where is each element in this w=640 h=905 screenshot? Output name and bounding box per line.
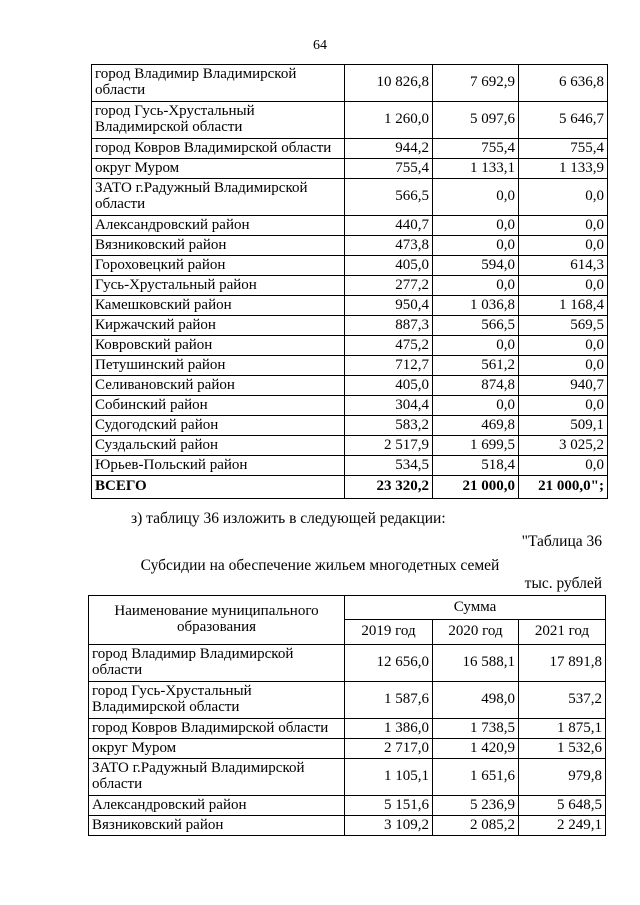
- value-2020-cell: 1 651,6: [433, 759, 519, 796]
- municipality-cell: Александровский район: [92, 216, 345, 236]
- value-2021-cell: 509,1: [519, 416, 608, 436]
- value-2020-cell: 5 236,9: [433, 796, 519, 816]
- municipality-cell: округ Муром: [89, 739, 345, 759]
- value-2019-cell: 1 105,1: [345, 759, 433, 796]
- total-2020: 21 000,0: [433, 476, 519, 499]
- table-row: [92, 456, 608, 476]
- value-2021-cell: 614,3: [519, 256, 608, 276]
- municipality-cell: Гороховецкий район: [92, 256, 345, 276]
- amendment-instruction: з) таблицу 36 изложить в следующей редакции:: [131, 510, 446, 527]
- value-2019-cell: 950,4: [345, 296, 433, 316]
- table-row: [92, 216, 608, 236]
- table-row: [92, 102, 608, 139]
- value-2021-cell: 537,2: [519, 682, 606, 719]
- total-2019: 23 320,2: [345, 476, 433, 499]
- table-row: [89, 796, 606, 816]
- total-2021: 21 000,0";: [519, 476, 608, 499]
- table-row: [89, 816, 606, 836]
- table-row: [92, 256, 608, 276]
- value-2019-cell: 887,3: [345, 316, 433, 336]
- value-2021-cell: 1 133,9: [519, 159, 608, 179]
- header-year-2019: 2019 год: [345, 620, 433, 645]
- header-year-2020: 2020 год: [433, 620, 519, 645]
- value-2020-cell: 0,0: [433, 216, 519, 236]
- value-2020-cell: 594,0: [433, 256, 519, 276]
- table-row: [89, 719, 606, 739]
- value-2020-cell: 1 036,8: [433, 296, 519, 316]
- value-2019-cell: 534,5: [345, 456, 433, 476]
- value-2020-cell: 1 738,5: [433, 719, 519, 739]
- value-2021-cell: 0,0: [519, 179, 608, 216]
- table-row: [92, 236, 608, 256]
- value-2021-cell: 1 875,1: [519, 719, 606, 739]
- table-title: Субсидии на обеспечение жильем многодетных семей: [140, 557, 500, 574]
- value-2019-cell: 5 151,6: [345, 796, 433, 816]
- value-2020-cell: 0,0: [433, 336, 519, 356]
- value-2019-cell: 473,8: [345, 236, 433, 256]
- table-row: [92, 356, 608, 376]
- table-row: [92, 336, 608, 356]
- header-sum: Сумма: [345, 596, 606, 620]
- table-row: [89, 682, 606, 719]
- value-2020-cell: 0,0: [433, 236, 519, 256]
- table-row: [89, 645, 606, 682]
- value-2021-cell: 0,0: [519, 356, 608, 376]
- value-2019-cell: 10 826,8: [345, 65, 433, 102]
- table-row: [92, 139, 608, 159]
- value-2020-cell: 566,5: [433, 316, 519, 336]
- value-2021-cell: 6 636,8: [519, 65, 608, 102]
- municipality-cell: город Владимир Владимирской области: [89, 645, 345, 682]
- value-2021-cell: 5 648,5: [519, 796, 606, 816]
- total-label: ВСЕГО: [92, 476, 345, 499]
- municipality-cell: Юрьев-Польский район: [92, 456, 345, 476]
- municipality-cell: Камешковский район: [92, 296, 345, 316]
- table-row: [92, 296, 608, 316]
- value-2020-cell: 561,2: [433, 356, 519, 376]
- value-2020-cell: 0,0: [433, 396, 519, 416]
- municipality-cell: Селивановский район: [92, 376, 345, 396]
- municipality-cell: округ Муром: [92, 159, 345, 179]
- value-2020-cell: 469,8: [433, 416, 519, 436]
- value-2019-cell: 1 587,6: [345, 682, 433, 719]
- table-row: [92, 276, 608, 296]
- municipality-cell: город Ковров Владимирской области: [89, 719, 345, 739]
- value-2021-cell: 2 249,1: [519, 816, 606, 836]
- value-2020-cell: 0,0: [433, 179, 519, 216]
- municipality-cell: ЗАТО г.Радужный Владимирской области: [89, 759, 345, 796]
- value-2021-cell: 17 891,8: [519, 645, 606, 682]
- municipality-cell: город Гусь-Хрустальный Владимирской области: [92, 102, 345, 139]
- value-2019-cell: 583,2: [345, 416, 433, 436]
- value-2021-cell: 1 532,6: [519, 739, 606, 759]
- units-label: тыс. рублей: [524, 575, 602, 592]
- value-2019-cell: 1 386,0: [345, 719, 433, 739]
- value-2021-cell: 755,4: [519, 139, 608, 159]
- table-row: [89, 759, 606, 796]
- table-row: [92, 179, 608, 216]
- value-2020-cell: 5 097,6: [433, 102, 519, 139]
- municipality-cell: Собинский район: [92, 396, 345, 416]
- value-2020-cell: 7 692,9: [433, 65, 519, 102]
- table-36-large-family-housing: [88, 595, 606, 836]
- table-row: [92, 159, 608, 179]
- value-2019-cell: 475,2: [345, 336, 433, 356]
- value-2019-cell: 566,5: [345, 179, 433, 216]
- table-row: [92, 65, 608, 102]
- value-2019-cell: 304,4: [345, 396, 433, 416]
- table-label: "Таблица 36: [521, 533, 602, 550]
- value-2020-cell: 874,8: [433, 376, 519, 396]
- value-2019-cell: 405,0: [345, 256, 433, 276]
- table-row: [92, 416, 608, 436]
- municipality-cell: город Гусь-Хрустальный Владимирской области: [89, 682, 345, 719]
- table-row: [92, 396, 608, 416]
- municipality-cell: город Владимир Владимирской области: [92, 65, 345, 102]
- value-2019-cell: 277,2: [345, 276, 433, 296]
- value-2020-cell: 518,4: [433, 456, 519, 476]
- value-2021-cell: 569,5: [519, 316, 608, 336]
- value-2019-cell: 3 109,2: [345, 816, 433, 836]
- value-2021-cell: 0,0: [519, 216, 608, 236]
- value-2021-cell: 1 168,4: [519, 296, 608, 316]
- municipality-cell: Александровский район: [89, 796, 345, 816]
- total-row: [92, 476, 608, 499]
- municipality-cell: город Ковров Владимирской области: [92, 139, 345, 159]
- table-row: [89, 739, 606, 759]
- value-2021-cell: 0,0: [519, 336, 608, 356]
- municipality-cell: Ковровский район: [92, 336, 345, 356]
- value-2019-cell: 755,4: [345, 159, 433, 179]
- table-header-row: [89, 596, 606, 620]
- municipality-cell: Вязниковский район: [89, 816, 345, 836]
- value-2020-cell: 1 133,1: [433, 159, 519, 179]
- municipality-cell: Вязниковский район: [92, 236, 345, 256]
- table-row: [92, 316, 608, 336]
- value-2019-cell: 12 656,0: [345, 645, 433, 682]
- value-2021-cell: 0,0: [519, 396, 608, 416]
- value-2020-cell: 498,0: [433, 682, 519, 719]
- table-row: [92, 376, 608, 396]
- municipality-cell: Петушинский район: [92, 356, 345, 376]
- value-2021-cell: 0,0: [519, 236, 608, 256]
- header-year-2021: 2021 год: [519, 620, 606, 645]
- value-2021-cell: 5 646,7: [519, 102, 608, 139]
- value-2019-cell: 2 717,0: [345, 739, 433, 759]
- header-municipality: Наименование муниципального образования: [89, 596, 345, 645]
- value-2020-cell: 16 588,1: [433, 645, 519, 682]
- value-2021-cell: 940,7: [519, 376, 608, 396]
- value-2021-cell: 3 025,2: [519, 436, 608, 456]
- page-number: 64: [313, 38, 327, 53]
- municipality-cell: ЗАТО г.Радужный Владимирской области: [92, 179, 345, 216]
- value-2019-cell: 1 260,0: [345, 102, 433, 139]
- value-2020-cell: 755,4: [433, 139, 519, 159]
- value-2020-cell: 2 085,2: [433, 816, 519, 836]
- value-2019-cell: 944,2: [345, 139, 433, 159]
- value-2019-cell: 712,7: [345, 356, 433, 376]
- value-2020-cell: 0,0: [433, 276, 519, 296]
- table-subsidies-continued: [91, 64, 608, 499]
- value-2020-cell: 1 420,9: [433, 739, 519, 759]
- municipality-cell: Киржачский район: [92, 316, 345, 336]
- table-row: [92, 436, 608, 456]
- value-2021-cell: 0,0: [519, 456, 608, 476]
- value-2019-cell: 2 517,9: [345, 436, 433, 456]
- value-2019-cell: 405,0: [345, 376, 433, 396]
- municipality-cell: Суздальский район: [92, 436, 345, 456]
- municipality-cell: Гусь-Хрустальный район: [92, 276, 345, 296]
- value-2021-cell: 979,8: [519, 759, 606, 796]
- value-2019-cell: 440,7: [345, 216, 433, 236]
- value-2020-cell: 1 699,5: [433, 436, 519, 456]
- value-2021-cell: 0,0: [519, 276, 608, 296]
- municipality-cell: Судогодский район: [92, 416, 345, 436]
